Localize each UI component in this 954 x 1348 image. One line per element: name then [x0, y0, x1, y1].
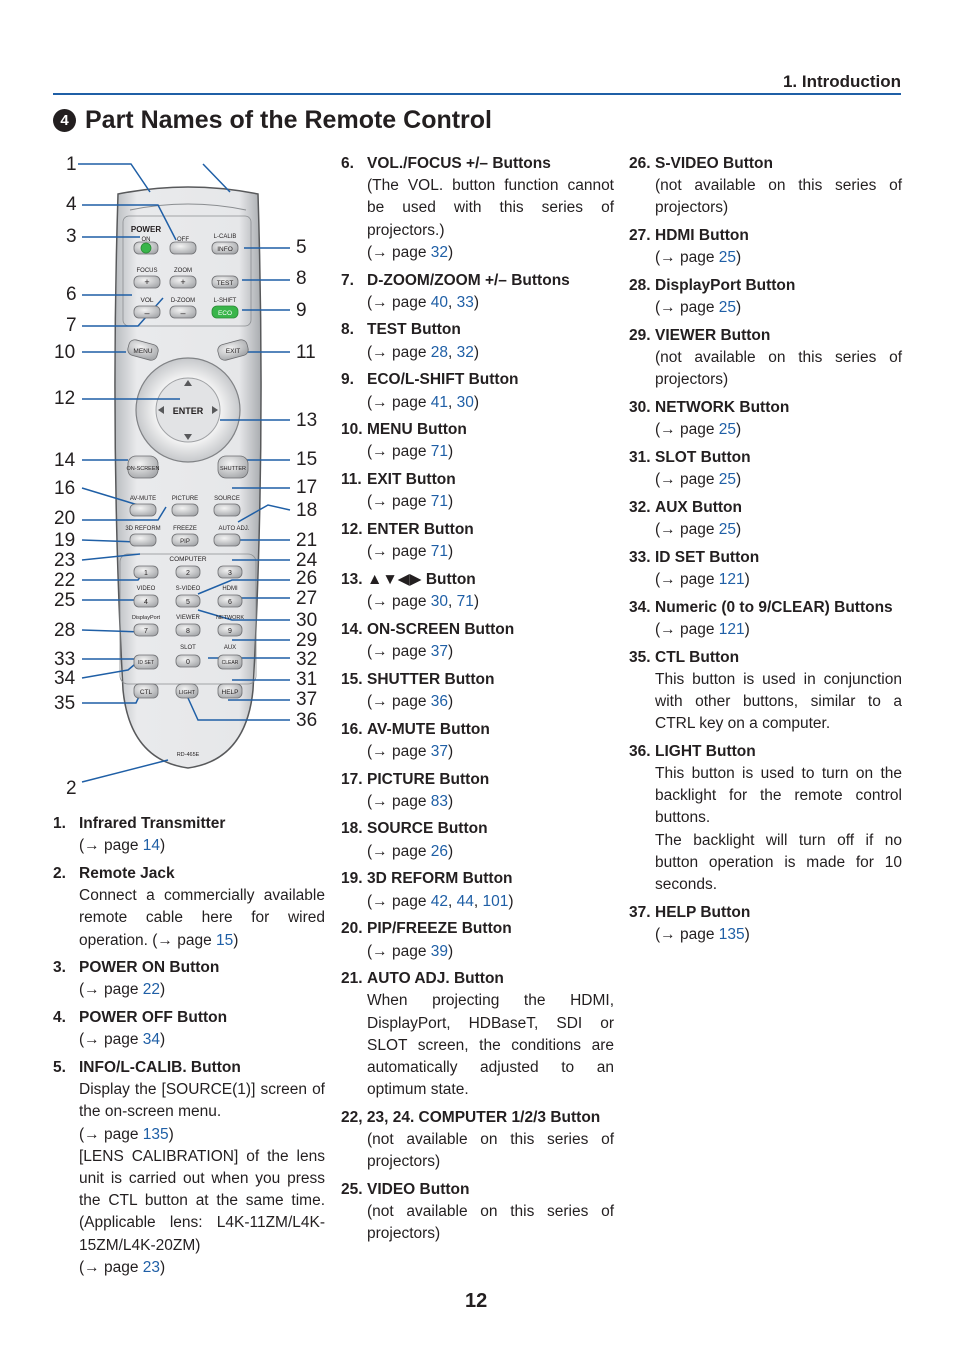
item-number: 9.: [341, 371, 354, 389]
list-item: [629, 597, 902, 641]
callout-11: 11: [296, 342, 316, 363]
list-item: [629, 547, 902, 591]
remote-label-source: SOURCE: [214, 496, 240, 502]
item-title: TEST Button: [367, 321, 461, 339]
item-number: 18.: [341, 820, 363, 838]
item-description: (not available on this series of projectors): [367, 1203, 614, 1243]
item-title: INFO/L-CALIB. Button: [79, 1059, 241, 1077]
list-item: [341, 1107, 614, 1174]
item-number: 31.: [629, 448, 651, 466]
page-link[interactable]: 39: [430, 942, 449, 960]
header-rule: [53, 93, 901, 95]
page-link[interactable]: 14: [142, 837, 161, 855]
item-description: (not available on this series of projectors): [367, 1131, 614, 1171]
page-number: 12: [465, 1290, 488, 1312]
callout-24: 24: [296, 550, 318, 571]
item-title: POWER OFF Button: [79, 1009, 228, 1027]
remote-label-n4: 4: [144, 599, 148, 606]
item-number: 3.: [53, 959, 66, 977]
item-title: 3D REFORM Button: [367, 870, 513, 888]
item-number: 37.: [629, 903, 651, 921]
item-description: (→ page 71): [367, 443, 454, 461]
page-link[interactable]: 41: [430, 393, 449, 411]
remote-label-n1: 1: [144, 570, 148, 577]
page-link[interactable]: 22: [142, 981, 161, 999]
item-title: CTL Button: [655, 648, 740, 666]
list-item: [341, 818, 614, 862]
callout-12: 12: [54, 388, 76, 409]
remote-label-menu: MENU: [133, 348, 153, 355]
remote-label-autoadj: AUTO ADJ.: [218, 526, 250, 532]
page-link[interactable]: 15: [216, 931, 234, 949]
column-left: [53, 813, 325, 1285]
callout-21: 21: [296, 530, 318, 551]
list-item: [341, 319, 614, 363]
item-title: VIDEO Button: [367, 1181, 470, 1199]
remote-label-viewer: VIEWER: [176, 615, 200, 621]
page-link[interactable]: 28: [430, 343, 449, 361]
list-item: [629, 741, 902, 896]
item-description: (→ page 26): [367, 842, 454, 860]
item-number: 26.: [629, 155, 651, 172]
item-number: 14.: [341, 620, 363, 638]
item-description: (→ page 83): [367, 792, 454, 810]
list-item: [341, 968, 614, 1101]
list-item: [53, 1007, 325, 1051]
item-description: (→ page 37): [367, 643, 454, 661]
item-number: 6.: [341, 155, 354, 172]
page-link[interactable]: 25: [718, 249, 737, 267]
remote-label-info: INFO: [217, 246, 233, 253]
remote-label-plus: +: [180, 277, 186, 287]
item-number: 17.: [341, 770, 363, 788]
remote-label-on: ON: [141, 237, 151, 243]
item-title: PICTURE Button: [367, 770, 490, 788]
page-link[interactable]: 101: [482, 892, 509, 910]
item-description: Connect a commercially available remote cable here for wired operation. (→ page 15): [79, 887, 325, 949]
remote-label-enter: ENTER: [172, 406, 204, 416]
page-link[interactable]: 37: [430, 643, 449, 661]
remote-label-lcalib: L-CALIB: [213, 234, 237, 240]
remote-label-n2: 2: [186, 570, 190, 577]
item-title: AUTO ADJ. Button: [367, 970, 504, 988]
callout-8: 8: [296, 268, 307, 289]
callout-29: 29: [296, 630, 318, 651]
page-link[interactable]: 36: [430, 692, 449, 710]
page-link[interactable]: 32: [456, 343, 474, 361]
remote-label-onscreen: ON-SCREEN: [126, 466, 160, 472]
remote-label-test: TEST: [216, 280, 234, 287]
remote-label-n6: 6: [228, 599, 232, 606]
item-description: (→ page 28, 32): [367, 343, 480, 361]
list-item: [341, 419, 614, 463]
item-number: 35.: [629, 648, 651, 666]
list-item: [629, 397, 902, 441]
callout-13: 13: [296, 410, 318, 431]
item-title: ON-SCREEN Button: [367, 620, 515, 638]
remote-label-focus: FOCUS: [136, 268, 158, 274]
callout-3: 3: [66, 226, 77, 247]
item-title: 22, 23, 24. COMPUTER 1/2/3 Button: [341, 1108, 601, 1126]
item-description: (→ page 41, 30): [367, 393, 480, 411]
callout-17: 17: [296, 477, 318, 498]
item-number: 2.: [53, 864, 66, 882]
item-title: D-ZOOM/ZOOM +/– Buttons: [367, 271, 570, 289]
page-link[interactable]: 26: [430, 842, 449, 860]
item-title: SOURCE Button: [367, 820, 488, 838]
list-item: [341, 719, 614, 763]
callout-1: 1: [66, 154, 77, 175]
item-title: VIEWER Button: [655, 326, 771, 344]
remote-label-ctl: CTL: [139, 689, 153, 696]
remote-label-lshift: L-SHIFT: [213, 298, 237, 304]
callout-7: 7: [66, 315, 77, 336]
callout-20: 20: [54, 508, 76, 529]
remote-label-exit: EXIT: [225, 348, 241, 355]
remote-label-plus: +: [144, 277, 150, 287]
item-description: (→ page 71): [367, 493, 454, 511]
remote-label-freeze: FREEZE: [173, 526, 197, 532]
remote-label-dzoom: D-ZOOM: [170, 298, 196, 304]
list-item: [341, 1179, 614, 1246]
remote-label-aux: AUX: [223, 645, 237, 651]
list-item: [341, 769, 614, 813]
page-link[interactable]: 71: [430, 493, 449, 511]
item-title: Infrared Transmitter: [79, 815, 226, 832]
item-number: 36.: [629, 742, 651, 760]
item-title: Numeric (0 to 9/CLEAR) Buttons: [655, 598, 893, 616]
list-item: [341, 619, 614, 663]
item-title: EXIT Button: [367, 471, 456, 489]
page-link[interactable]: 32: [430, 243, 449, 261]
item-number: 15.: [341, 670, 363, 688]
item-description: (not available on this series of projectors): [655, 177, 902, 217]
remote-label-power: POWER: [130, 225, 162, 234]
callout-19: 19: [54, 530, 76, 551]
remote-label-minus: –: [144, 308, 150, 318]
item-number: 30.: [629, 399, 651, 417]
item-title: ENTER Button: [367, 521, 474, 539]
item-title: MENU Button: [367, 421, 467, 439]
remote-label-slot: SLOT: [180, 645, 196, 651]
item-description: (→ page 25): [655, 471, 742, 489]
item-description: (not available on this series of projectors): [655, 349, 902, 389]
list-item: [341, 918, 614, 962]
remote-label-vol: VOL: [140, 297, 154, 304]
callout-5: 5: [296, 237, 307, 258]
callout-15: 15: [296, 449, 318, 470]
item-number: 13.: [341, 570, 363, 588]
page-link[interactable]: 25: [718, 471, 737, 489]
item-title: ID SET Button: [655, 548, 760, 566]
remote-label-n5: 5: [186, 599, 190, 606]
item-description: (→ page 39): [367, 942, 454, 960]
list-item: [53, 813, 325, 857]
item-title: DisplayPort Button: [655, 277, 796, 295]
item-description: (→ page 25): [655, 421, 742, 439]
item-description: This button is used to turn on the backlight for the remote control buttons. The backlight will turn off if no button operation is made for 10 seconds.: [655, 765, 902, 894]
remote-label-idset: ID SET: [137, 660, 155, 666]
item-description: (→ page 14): [79, 837, 166, 855]
list-item: [341, 569, 614, 613]
item-title: AV-MUTE Button: [367, 720, 490, 738]
remote-label-hdmi: HDMI: [222, 586, 238, 592]
list-item: [629, 275, 902, 319]
list-item: [629, 497, 902, 541]
item-description: (→ page 135): [655, 926, 750, 943]
callout-33: 33: [54, 649, 76, 670]
callout-2: 2: [66, 778, 77, 799]
item-description: (→ page 121): [655, 620, 750, 638]
list-item: [341, 519, 614, 563]
page-link[interactable]: 121: [718, 570, 745, 588]
item-number: 8.: [341, 321, 354, 339]
callout-23: 23: [54, 550, 76, 571]
item-description: (→ page 34): [79, 1031, 166, 1049]
callout-35: 35: [54, 693, 76, 714]
item-number: 28.: [629, 277, 651, 295]
column-middle: [341, 153, 614, 1251]
item-title: POWER ON Button: [79, 959, 220, 977]
list-item: [341, 153, 614, 264]
item-title: S-VIDEO Button: [655, 155, 773, 172]
list-item: [629, 447, 902, 491]
callout-6: 6: [66, 284, 77, 305]
item-title: VOL./FOCUS +/– Buttons: [367, 155, 551, 172]
list-item: [341, 369, 614, 413]
page-link[interactable]: 34: [142, 1031, 161, 1049]
item-description: (The VOL. button function cannot be used with this series of projectors.) (→ page 32): [367, 177, 614, 261]
callout-31: 31: [296, 669, 318, 690]
callout-9: 9: [296, 300, 307, 321]
callout-34: 34: [54, 668, 76, 689]
item-description: This button is used in conjunction with other buttons, similar to a CTRL key on a computer.: [655, 670, 902, 733]
remote-label-computer: COMPUTER: [169, 556, 207, 563]
item-number: 27.: [629, 227, 651, 245]
item-number: 20.: [341, 920, 363, 938]
callout-30: 30: [296, 610, 318, 631]
list-item: [629, 647, 902, 736]
callout-4: 4: [66, 194, 77, 215]
item-title: LIGHT Button: [655, 742, 756, 760]
callout-28: 28: [54, 620, 76, 641]
item-number: 16.: [341, 720, 363, 738]
item-title: PIP/FREEZE Button: [367, 920, 512, 938]
page-link[interactable]: 40: [430, 293, 449, 311]
list-item: [53, 1057, 325, 1279]
callout-16: 16: [54, 478, 76, 499]
item-title: AUX Button: [655, 498, 742, 516]
remote-label-avmute: AV-MUTE: [129, 496, 157, 502]
item-number: 10.: [341, 421, 363, 439]
callout-22: 22: [54, 570, 76, 591]
remote-label-n3: 3: [228, 570, 232, 577]
page-link[interactable]: 30: [430, 593, 449, 611]
callout-26: 26: [296, 568, 318, 589]
item-title: SHUTTER Button: [367, 670, 495, 688]
item-description: When projecting the HDMI, DisplayPort, HDBaseT, SDI or SLOT screen, the conditions are automatically adjusted to an optimum state.: [367, 992, 614, 1099]
list-item: [629, 153, 902, 220]
page-link[interactable]: 25: [718, 421, 737, 439]
remote-label-displayport: DisplayPort: [131, 615, 161, 621]
item-number: 32.: [629, 498, 651, 516]
item-description: (→ page 30, 71): [367, 593, 480, 611]
item-description: Display the [SOURCE(1)] screen of the on-screen menu. (→ page 135) [LENS CALIBRATION] of the lens unit is carried out when you press the CTL button at the same time. (Applicable lens: L4K-11ZM/L4K-15ZM/L4K-20ZM) (→ page 23): [79, 1081, 325, 1276]
remote-illustration: [48, 150, 338, 810]
remote-label-n0: 0: [186, 659, 190, 666]
item-number: 1.: [53, 815, 66, 832]
page-link[interactable]: 42: [430, 892, 449, 910]
remote-label-video: VIDEO: [136, 586, 156, 592]
remote-label-shutter: SHUTTER: [220, 466, 246, 472]
section-header: 1. Introduction: [782, 72, 901, 91]
item-number: 29.: [629, 326, 651, 344]
remote-label-n8: 8: [186, 628, 190, 635]
item-number: 34.: [629, 598, 651, 616]
page-link[interactable]: 135: [142, 1125, 169, 1143]
page-link[interactable]: 25: [718, 521, 737, 539]
remote-label-light: LIGHT: [178, 690, 196, 696]
remote-label-network: NETWORK: [215, 615, 245, 621]
item-number: 25.: [341, 1181, 363, 1199]
remote-label-n9: 9: [228, 628, 232, 635]
page-link[interactable]: 135: [718, 926, 745, 943]
page-title: [53, 106, 492, 135]
callout-25: 25: [54, 590, 76, 611]
item-title: ECO/L-SHIFT Button: [367, 371, 519, 389]
remote-label-reform: 3D REFORM: [125, 526, 161, 532]
page-link[interactable]: 33: [456, 293, 474, 311]
callout-14: 14: [54, 450, 76, 471]
remote-label-model: RD-465E: [176, 752, 200, 758]
remote-control-diagram: [48, 150, 338, 810]
remote-label-clear: CLEAR: [221, 660, 239, 666]
callout-18: 18: [296, 500, 318, 521]
item-number: 7.: [341, 271, 354, 289]
page-link[interactable]: 30: [456, 393, 474, 411]
remote-label-svideo: S-VIDEO: [175, 586, 201, 592]
item-number: 5.: [53, 1059, 66, 1077]
callout-32: 32: [296, 649, 318, 670]
item-description: (→ page 42, 44, 101): [367, 892, 514, 910]
item-title: HELP Button: [655, 903, 751, 921]
list-item: [341, 669, 614, 713]
item-description: (→ page 40, 33): [367, 293, 480, 311]
list-item: [629, 902, 902, 946]
item-number: 19.: [341, 870, 363, 888]
item-number: 21.: [341, 970, 363, 988]
page-link[interactable]: 44: [456, 892, 474, 910]
page-link[interactable]: 25: [718, 299, 737, 317]
remote-label-picture: PICTURE: [171, 496, 199, 502]
page-link[interactable]: 23: [142, 1258, 161, 1276]
list-item: [341, 469, 614, 513]
item-description: (→ page 25): [655, 521, 742, 539]
remote-label-pip: PIP: [180, 539, 190, 545]
callout-10: 10: [54, 342, 76, 363]
item-description: (→ page 37): [367, 742, 454, 760]
title-number-badge: 4: [53, 109, 76, 132]
page-link[interactable]: 71: [456, 593, 474, 611]
remote-label-n7: 7: [144, 628, 148, 635]
callout-27: 27: [296, 588, 318, 609]
item-title: Remote Jack: [79, 864, 175, 882]
callout-37: 37: [296, 689, 318, 710]
remote-label-minus: –: [180, 308, 186, 318]
item-description: (→ page 121): [655, 570, 750, 588]
title-text: Part Names of the Remote Control: [85, 106, 493, 134]
remote-label-help: HELP: [221, 689, 239, 696]
item-description: (→ page 25): [655, 249, 742, 267]
list-item: [629, 225, 902, 269]
callout-36: 36: [296, 710, 318, 731]
remote-label-zoom: ZOOM: [174, 268, 192, 274]
page-link[interactable]: 83: [430, 792, 449, 810]
page-link[interactable]: 37: [430, 742, 449, 760]
list-item: [53, 863, 325, 952]
item-description: (→ page 71): [367, 543, 454, 561]
item-number: 11.: [341, 471, 362, 489]
item-title: ▲▼◀▶ Button: [367, 570, 476, 588]
remote-label-eco: ECO: [217, 310, 233, 317]
item-description: (→ page 36): [367, 692, 454, 710]
item-number: 33.: [629, 548, 651, 566]
list-item: [53, 957, 325, 1001]
item-description: (→ page 22): [79, 981, 166, 999]
page-link[interactable]: 71: [430, 543, 449, 561]
page-link[interactable]: 71: [430, 443, 449, 461]
item-title: HDMI Button: [655, 227, 749, 245]
column-right: [629, 153, 902, 952]
list-item: [341, 868, 614, 912]
page-link[interactable]: 121: [718, 620, 745, 638]
item-number: 4.: [53, 1009, 66, 1027]
remote-label-off: OFF: [177, 237, 189, 243]
list-item: [341, 270, 614, 314]
item-title: SLOT Button: [655, 448, 751, 466]
item-number: 12.: [341, 521, 363, 539]
item-title: NETWORK Button: [655, 399, 790, 417]
list-item: [629, 325, 902, 392]
item-description: (→ page 25): [655, 299, 742, 317]
